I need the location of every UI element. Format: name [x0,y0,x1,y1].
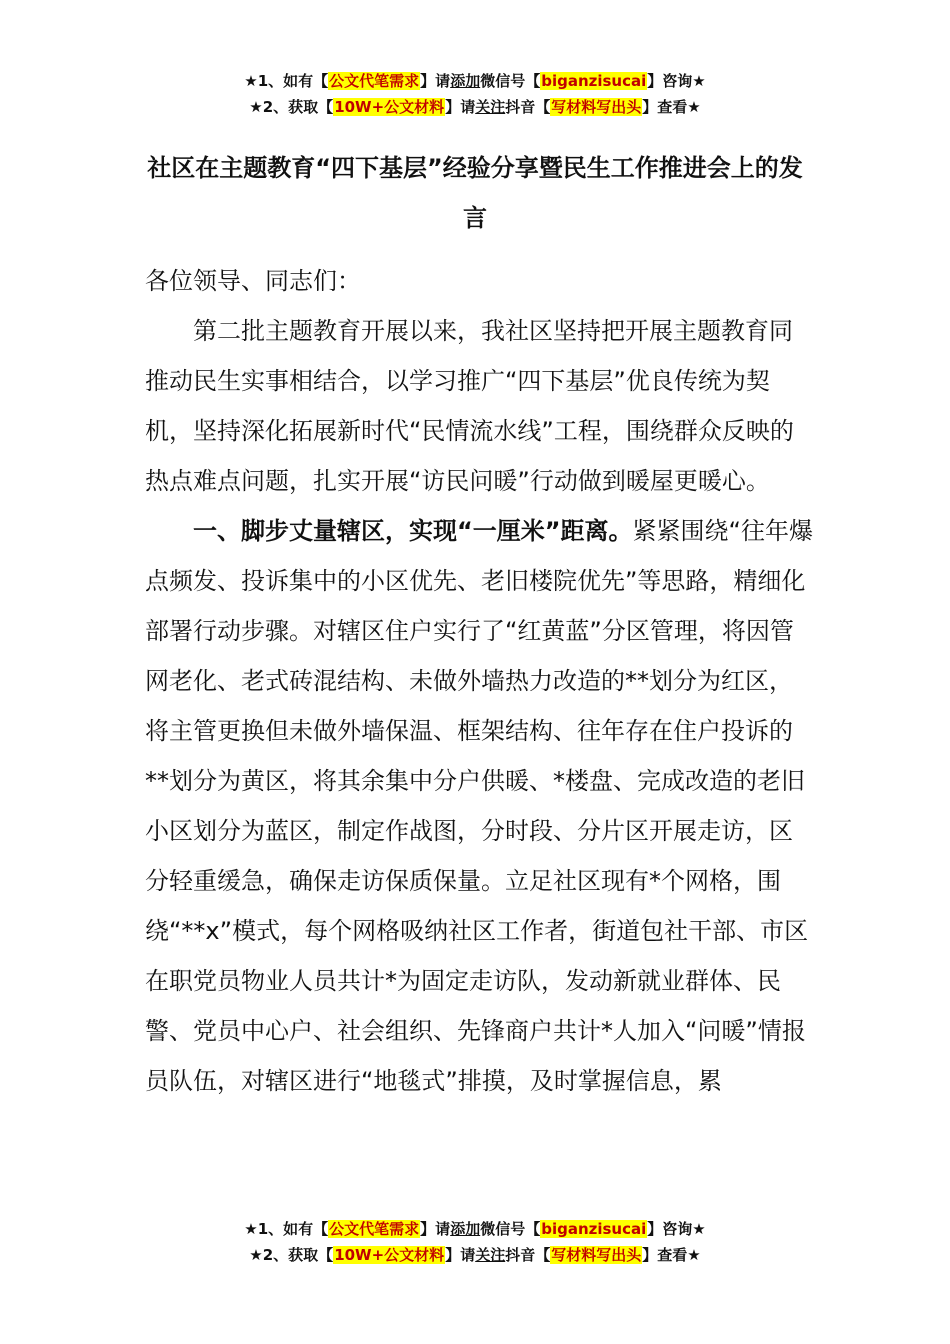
banner-highlight: biganzisucai [541,1220,647,1238]
banner-text: 】请 [420,1220,451,1238]
banner-text: 】请 [445,98,476,116]
banner-line-2 [0,1242,950,1268]
banner-underline: 添加 [450,72,481,90]
banner-text: ★1、如有【 [244,1220,329,1238]
banner-text: 微信号【 [480,1220,541,1238]
section-heading: 一、脚步丈量辖区，实现“一厘米”距离。 [193,517,633,545]
header-banner [0,68,950,120]
document-body [145,256,815,1106]
banner-highlight: 写材料写出头 [551,1246,642,1264]
banner-highlight: 写材料写出头 [551,98,642,116]
banner-text: ★2、获取【 [249,98,334,116]
banner-highlight: 10W+公文材料 [334,1246,445,1264]
banner-highlight: 10W+公文材料 [334,98,445,116]
banner-text: 抖音【 [505,98,551,116]
footer-banner [0,1216,950,1268]
banner-line-1 [0,68,950,94]
banner-text: 】查看★ [642,98,701,116]
banner-text: 】查看★ [642,1246,701,1264]
banner-text: ★2、获取【 [249,1246,334,1264]
banner-text: 】请 [445,1246,476,1264]
banner-underline: 关注 [475,1246,506,1264]
banner-underline: 添加 [450,1220,481,1238]
banner-text: 微信号【 [480,72,541,90]
document-title: 社区在主题教育“四下基层”经验分享暨民生工作推进会上的发言 [147,154,803,232]
banner-text: 】请 [420,72,451,90]
section-body: 紧紧围绕“往年爆点频发、投诉集中的小区优先、老旧楼院优先”等思路，精细化部署行动步骤。对辖区住户实行了“红黄蓝”分区管理，将因管网老化、老式砖混结构、未做外墙热力改造的**划分为红区，将主管更换但未做外墙保温、框架结构、往年存在住户投诉的**划分为黄区，将其余集中分户供暖、*楼盘、完成改造的老旧小区划分为蓝区，制定作战图，分时段、分片区开展走访，区分轻重缓急，确保走访保质保量。立足社区现有*个网格，围绕“**x”模式，每个网格吸纳社区工作者，街道包社干部、市区在职党员物业人员共计*为固定走访队，发动新就业群体、民警、党员中心户、社会组织、先锋商户共计*人加入“问暖”情报员队伍，对辖区进行“地毯式”排摸，及时掌握信息，累 [145,517,813,1095]
banner-text: 抖音【 [505,1246,551,1264]
banner-highlight: 公文代笔需求 [329,1220,420,1238]
paragraph-section-1 [145,506,815,1106]
salutation: 各位领导、同志们： [145,267,361,295]
banner-highlight: 公文代笔需求 [329,72,420,90]
banner-underline: 关注 [475,98,506,116]
banner-text: ★1、如有【 [244,72,329,90]
banner-text: 】咨询★ [647,1220,706,1238]
banner-text: 】咨询★ [647,72,706,90]
banner-line-2 [0,94,950,120]
paragraph-intro: 第二批主题教育开展以来，我社区坚持把开展主题教育同推动民生实事相结合，以学习推广“四下基层”优良传统为契机，坚持深化拓展新时代“民情流水线”工程，围绕群众反映的热点难点问题，扎实开展“访民问暖”行动做到暖屋更暖心。 [145,317,794,495]
banner-line-1 [0,1216,950,1242]
banner-highlight: biganzisucai [541,72,647,90]
